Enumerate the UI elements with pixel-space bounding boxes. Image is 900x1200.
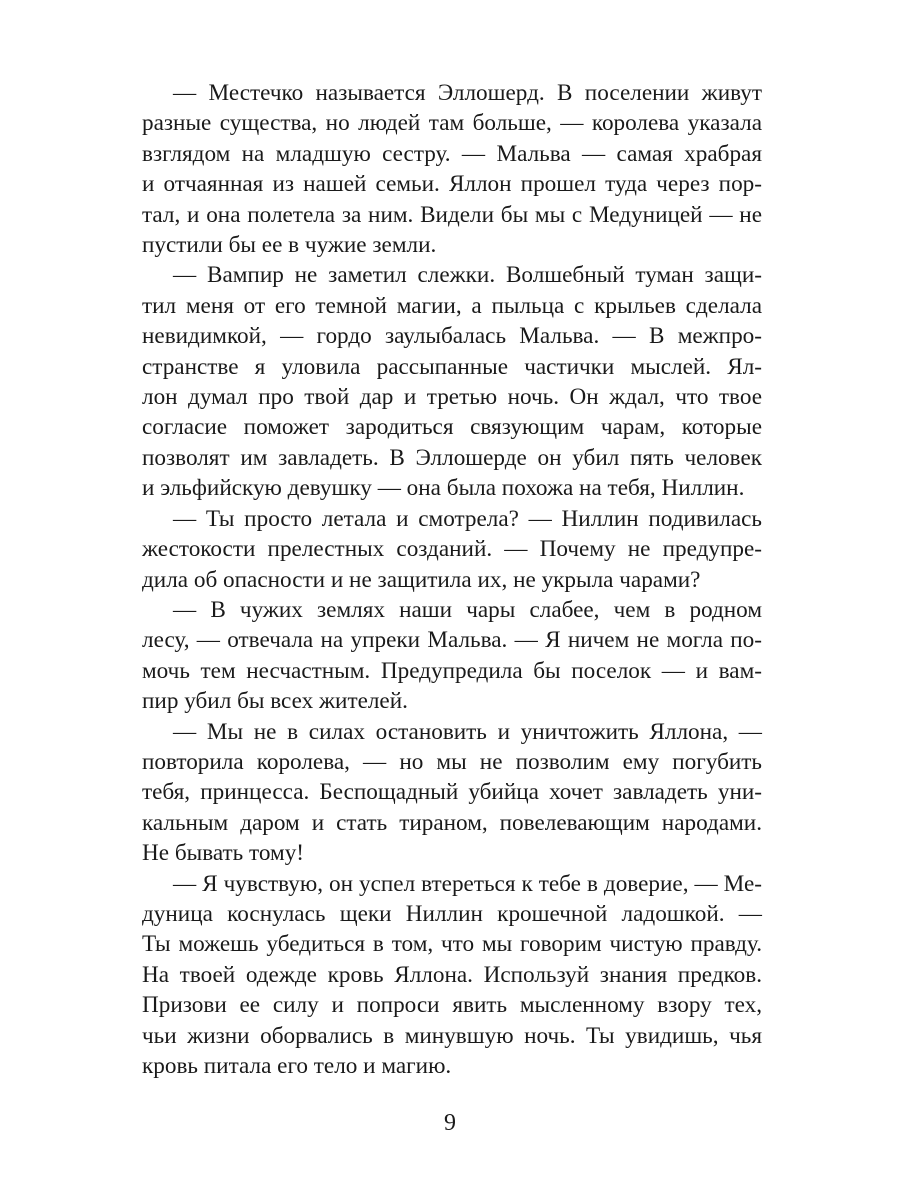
text-line: согласие поможет зародиться связующим чарам, которые bbox=[142, 414, 762, 441]
text-line: взглядом на младшую сестру. — Мальва — самая храбрая bbox=[142, 140, 762, 167]
paragraph-1 bbox=[142, 78, 762, 260]
page-number: 9 bbox=[444, 1110, 456, 1136]
text-line: лесу, — отвечала на упреки Мальва. — Я ничем не могла по- bbox=[142, 627, 762, 654]
text-line: дуница коснулась щеки Ниллин крошечной ладошкой. — bbox=[142, 900, 762, 927]
text-line: Призови ее силу и попроси явить мысленному взору тех, bbox=[142, 992, 762, 1019]
text-line: — Мы не в силах остановить и уничтожить Яллона, — bbox=[173, 718, 762, 745]
paragraph-3 bbox=[142, 504, 762, 595]
text-line: Не бывать тому! bbox=[142, 840, 305, 867]
text-line: чьи жизни оборвались в минувшую ночь. Ты увидишь, чья bbox=[142, 1022, 762, 1049]
text-line: и отчаянная из нашей семьи. Яллон прошел туда через пор- bbox=[142, 171, 762, 198]
text-line: жестокости прелестных созданий. — Почему не предупре- bbox=[142, 536, 762, 563]
text-line: пустили бы ее в чужие земли. bbox=[142, 232, 437, 259]
paragraph-4 bbox=[142, 595, 762, 717]
text-line: дила об опасности и не защитила их, не укрыла чарами? bbox=[142, 566, 701, 593]
text-line: странстве я уловила рассыпанные частички мыслей. Ял- bbox=[142, 353, 762, 380]
text-line: — Местечко называется Эллошерд. В поселении живут bbox=[173, 80, 762, 106]
paragraph-2 bbox=[142, 260, 762, 503]
text-line: тил меня от его темной магии, а пыльца с крыльев сделала bbox=[142, 292, 762, 319]
text-line: невидимкой, — гордо заулыбалась Мальва. — В межпро- bbox=[142, 323, 762, 350]
text-line: На твоей одежде кровь Яллона. Используй знания предков. bbox=[142, 961, 762, 988]
text-line: кровь питала его тело и магию. bbox=[142, 1053, 452, 1079]
body-text bbox=[142, 78, 762, 1081]
text-line: — В чужих землях наши чары слабее, чем в родном bbox=[173, 596, 762, 623]
text-line: тебя, принцесса. Беспощадный убийца хочет завладеть уни- bbox=[142, 779, 762, 806]
text-line: — Вампир не заметил слежки. Волшебный туман защи- bbox=[173, 262, 762, 289]
paragraph-5 bbox=[142, 717, 762, 869]
text-line: Ты можешь убедиться в том, что мы говорим чистую правду. bbox=[142, 931, 762, 958]
text-line: позволят им завладеть. В Эллошерде он убил пять человек bbox=[142, 444, 762, 471]
text-line: тал, и она полетела за ним. Видели бы мы с Медуницей — не bbox=[142, 201, 762, 228]
text-line: лон думал про твой дар и третью ночь. Он ждал, что твое bbox=[142, 384, 762, 411]
text-line: — Ты просто летала и смотрела? — Ниллин подивилась bbox=[173, 505, 762, 532]
text-line: пир убил бы всех жителей. bbox=[142, 688, 408, 715]
text-line: и эльфийскую девушку — она была похожа на тебя, Ниллин. bbox=[142, 475, 745, 502]
text-line: разные существа, но людей там больше, — королева указала bbox=[142, 110, 762, 137]
text-line: кальным даром и стать тираном, повелевающим народами. bbox=[142, 809, 762, 836]
text-line: — Я чувствую, он успел втереться к тебе в доверие, — Ме- bbox=[173, 870, 762, 897]
text-line: повторила королева, — но мы не позволим ему погубить bbox=[142, 748, 762, 775]
text-line: мочь тем несчастным. Предупредила бы поселок — и вам- bbox=[142, 657, 762, 684]
paragraph-6 bbox=[142, 869, 762, 1082]
